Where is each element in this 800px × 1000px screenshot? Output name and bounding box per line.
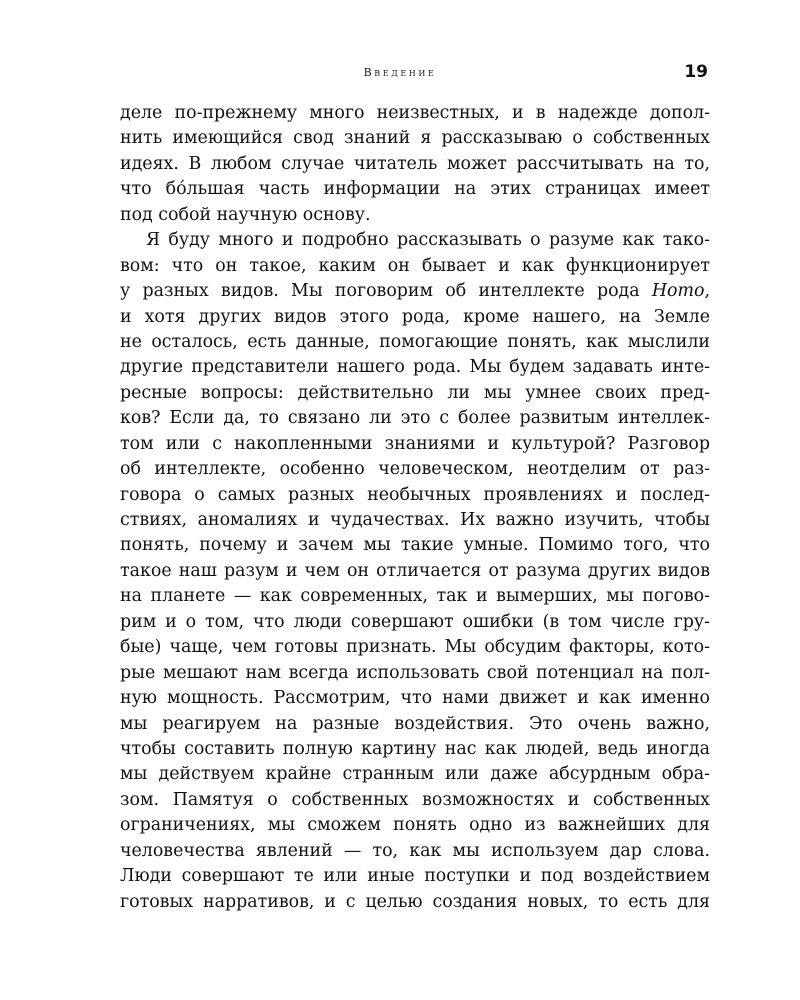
text-line: ствиях, аномалиях и чудачествах. Их важно изучить, чтобы <box>120 510 710 530</box>
text-line: бые) чаще, чем готовы признать. Мы обсудим факторы, кото- <box>120 637 710 658</box>
text-line: нить имеющийся свод знаний я рассказываю о собственных <box>120 128 710 149</box>
text-line: ресные вопросы: действительно ли мы умнее своих пред- <box>120 382 710 403</box>
italic-term: Homo <box>651 281 705 302</box>
text-line: ков? Если да, то связано ли это с более развитым интеллек- <box>120 408 710 429</box>
text-line: том или с накопленными знаниями и культурой? Разговор <box>120 433 710 454</box>
text-line: деле по-прежнему много неизвестных, и в надежде допол- <box>120 103 710 123</box>
text-line: другие представители нашего рода. Мы будем задавать инте- <box>120 357 710 378</box>
text-line: такое наш разум и чем он отличается от разума других видов <box>120 560 710 581</box>
text-line: Я буду много и подробно рассказывать о разуме как тако- <box>146 230 710 251</box>
text-line: Люди совершают те или иные поступки и под воздействием <box>120 866 710 887</box>
text-line: рим и о том, что люди совершают ошибки (в том числе гру- <box>120 611 710 632</box>
text-line: ную мощность. Рассмотрим, что нами движет и как именно <box>120 688 710 709</box>
text-line: человечества явлений — то, как мы используем дар слова. <box>120 840 710 861</box>
text-line: ограничениях, мы сможем понять одно из важнейших для <box>120 815 710 836</box>
page-number: 19 <box>684 62 708 82</box>
text-line: на планете — как современных, так и вымерших, мы погово- <box>120 586 710 607</box>
text-line: мы действуем крайне странным или даже абсурдным обра- <box>120 764 710 785</box>
text-line: и хотя других видов этого рода, кроме нашего, на Земле <box>120 306 710 327</box>
text-line: понять, почему и зачем мы такие умные. Помимо того, что <box>120 535 710 556</box>
text-line: вом: что он такое, каким он бывает и как функционирует <box>120 255 710 276</box>
text-line: зом. Памятуя о собственных возможностях и собственных <box>120 789 710 810</box>
running-head <box>0 62 800 86</box>
text-line: чтобы составить полную картину нас как людей, ведь иногда <box>120 738 710 759</box>
text-line: что бóльшая часть информации на этих страницах имеет <box>120 179 710 200</box>
section-title: Введение <box>363 66 437 79</box>
text-line: не осталось, есть данные, помогающие понять, как мыслили <box>120 331 710 352</box>
body-text <box>120 101 710 915</box>
text-line: об интеллекте, особенно человеческом, неотделим от раз- <box>120 459 710 480</box>
text-line: готовых нарративов, и с целью создания новых, то есть для <box>120 891 710 912</box>
text-line: идеях. В любом случае читатель может рассчитывать на то, <box>120 153 710 174</box>
text-line: у разных видов. Мы поговорим об интеллекте рода Homo, <box>120 281 710 302</box>
text-line: под собой научную основу. <box>120 204 371 225</box>
text-line: говора о самых разных необычных проявлениях и послед- <box>120 484 710 505</box>
text-line: мы реагируем на разные воздействия. Это очень важно, <box>120 713 710 734</box>
text-line: рые мешают нам всегда использовать свой потенциал на пол- <box>120 662 710 683</box>
